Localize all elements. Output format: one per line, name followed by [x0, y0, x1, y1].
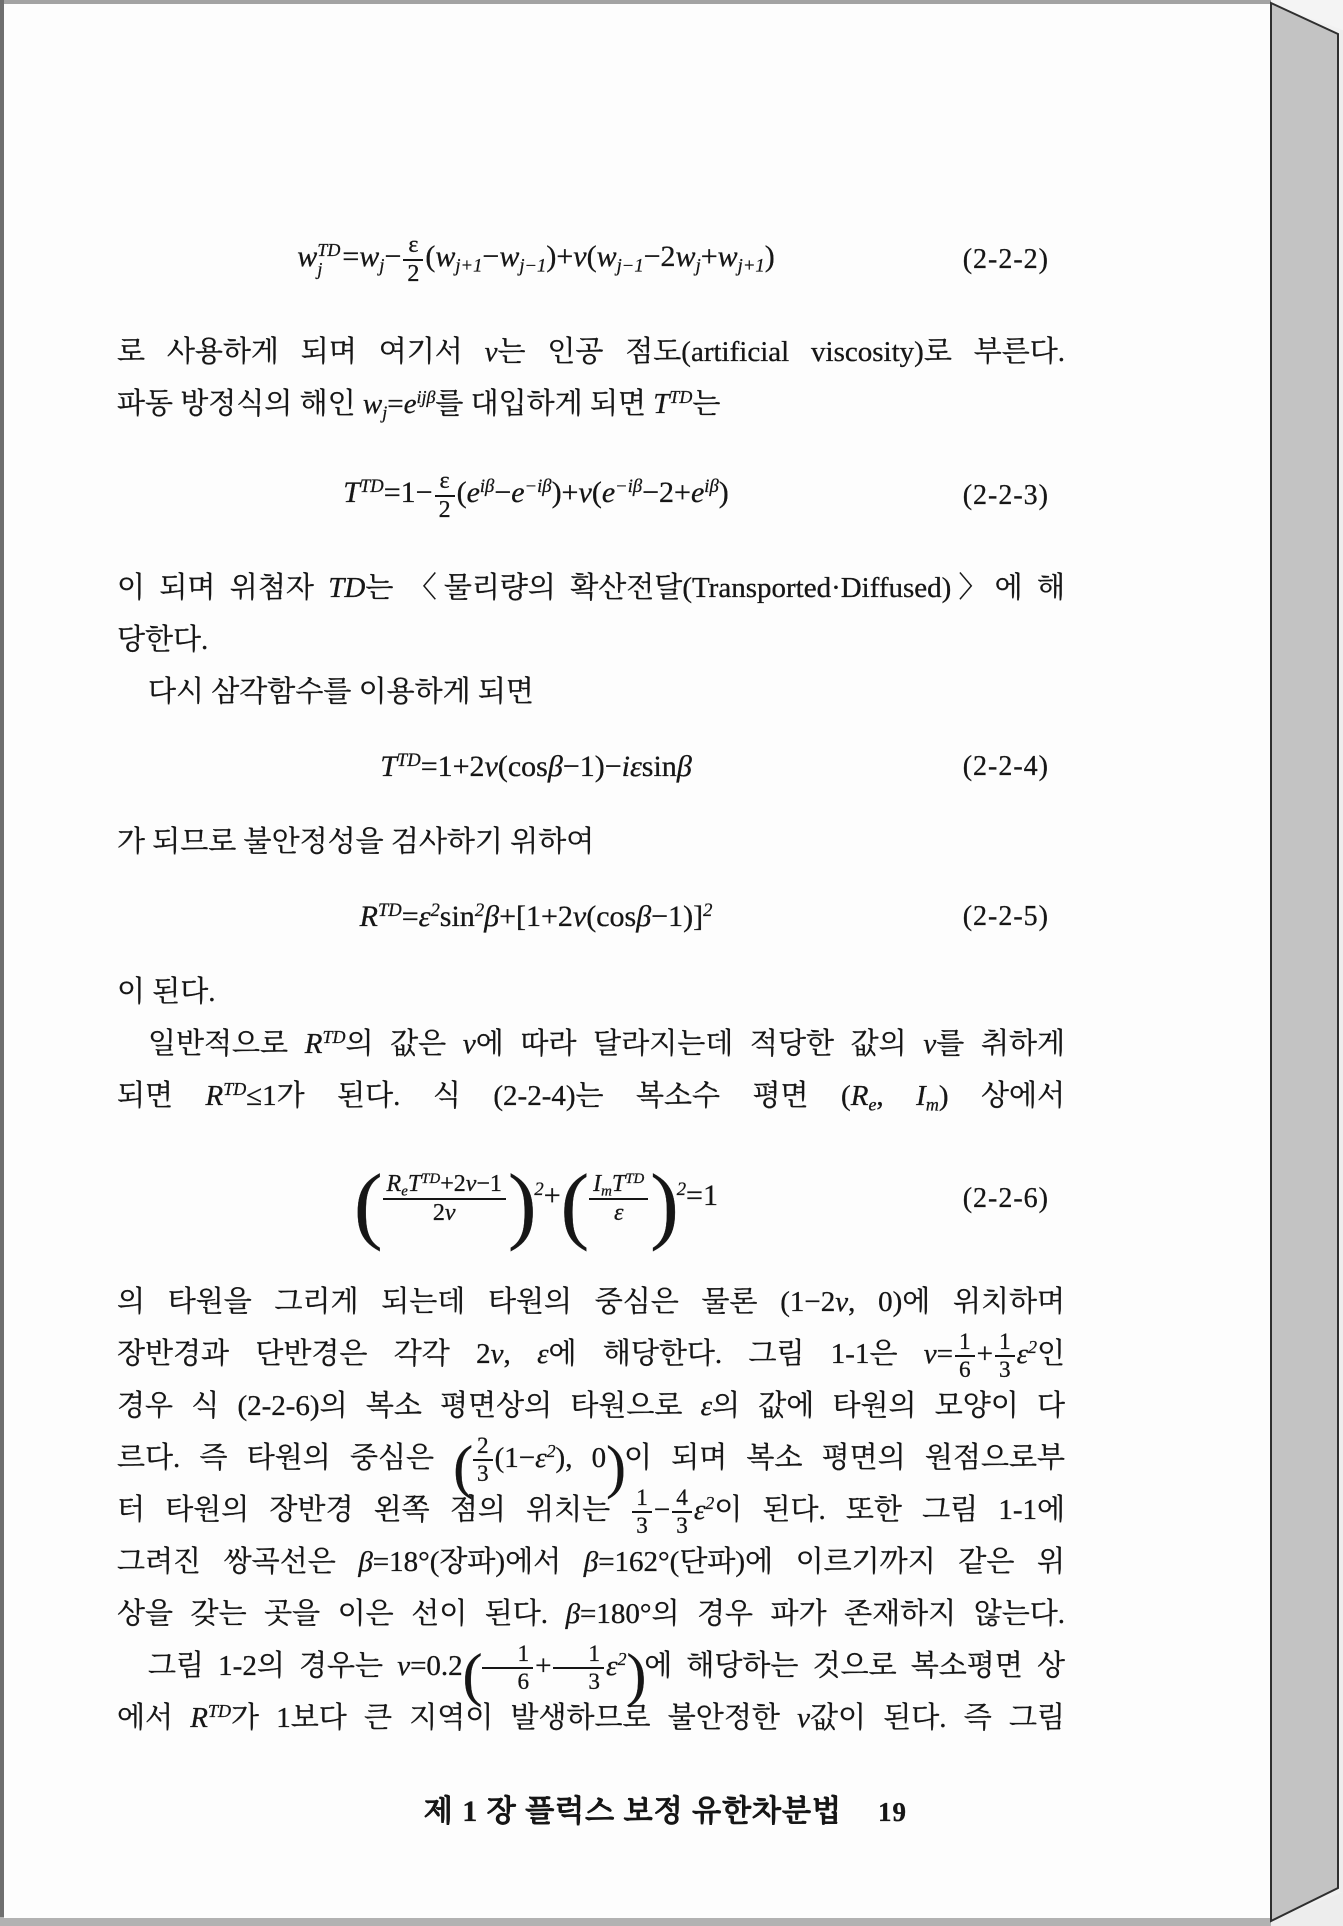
text-line: 당한다. — [117, 624, 209, 656]
text-and-equations — [117, 218, 1065, 1744]
text-line: 되면 $R^{TD}\le 1$가 된다. 식 (2-2-4)는 복소수 평면 ($R_e$, $I_m$) 상에서 — [117, 1079, 1065, 1115]
text-line: 경우 식 (2-2-6)의 복소 평면상의 타원으로 ε의 값에 타원의 모양이 다 — [117, 1390, 1066, 1422]
text-line: 터 타원의 장반경 왼쪽 점의 위치는 $\frac{1}{3}$ − $\frac{4}{3}$ $\varepsilon^2$이 된다. 또한 그림 1-1에 — [117, 1485, 1065, 1540]
text-line: 의 타원을 그리게 되는데 타원의 중심은 물론 (1−2ν, 0)에 위치하며 — [117, 1286, 1066, 1318]
page-body — [117, 194, 1065, 1830]
equation-body: $T^{TD}=1-$ $\frac{\varepsilon}{2}$ $(e^{i\beta}-e^{-i\beta})+\nu(e^{-i\beta}-2+e^{i\beta})$ — [343, 468, 729, 523]
text-line: 이 되며 위첨자 TD는 〈물리량의 확산전달(Transported·Diffused)〉에 해 — [117, 572, 1066, 604]
text-line: 로 사용하게 되며 여기서 ν는 인공 점도(artificial viscosity)로 부른다. — [117, 336, 1065, 368]
equation-number: (2-2-5) — [962, 901, 1049, 932]
text-line: 그림 1-2의 경우는 ν=0.2( $\frac{1}{6}$ + $\frac{1}{3}$ $\varepsilon^2$)에 해당하는 것으로 복소평면 상 — [148, 1641, 1065, 1708]
footer-page-number: 19 — [878, 1797, 907, 1827]
equation-number: (2-2-2) — [962, 244, 1049, 275]
text-line: 이 된다. — [117, 976, 216, 1008]
text-line: 가 되므로 불안정성을 검사하기 위하여 — [117, 826, 595, 858]
text-line: 르다. 즉 타원의 중심은 ( $\frac{2}{3}$ $(1-\varepsilon^2)$, 0)이 되며 복소 평면의 원점으로부 — [117, 1433, 1065, 1500]
text-line: 그려진 쌍곡선은 β=18°(장파)에서 β=162°(단파)에 이르기까지 같은 위 — [117, 1546, 1065, 1578]
equation-number: (2-2-4) — [962, 751, 1049, 782]
equation — [117, 742, 1065, 792]
equation — [117, 1146, 1065, 1252]
footer-chapter-title: 제 1 장 플럭스 보정 유한차분법 — [423, 1795, 842, 1828]
equation-body: $R^{TD}=\varepsilon^2\sin^2\beta+[1+2\nu(\cos\beta-1)]^2$ — [359, 899, 713, 933]
equation-number: (2-2-3) — [962, 480, 1049, 511]
text-line: 파동 방정식의 해인 $w_j=e^{ij\beta}$를 대입하게 되면 $T^{TD}$는 — [117, 387, 721, 423]
text-line: 상을 갖는 곳을 이은 선이 된다. β=180°의 경우 파가 존재하지 않는다. — [117, 1598, 1066, 1630]
footer — [117, 1786, 1065, 1830]
text-line: 에서 $R^{TD}$가 1보다 큰 지역이 발생하므로 불안정한 ν값이 된다. 즉 그림 — [117, 1701, 1065, 1734]
bottom-border — [0, 1917, 1343, 1926]
equation-body: w TD j $=w_j-$ $\frac{\varepsilon}{2}$ $(w_{j+1}-w_{j-1})+\nu(w_{j-1}-2w_j+w_{j+1})$ — [297, 232, 775, 287]
equation-number: (2-2-6) — [962, 1183, 1049, 1214]
text-line: 일반적으로 $R^{TD}$의 값은 ν에 따라 달라지는데 적당한 값의 ν를 취하게 — [148, 1027, 1066, 1060]
left-border — [0, 0, 4, 1926]
text-line: 다시 삼각함수를 이용하게 되면 — [148, 676, 534, 708]
equation — [117, 892, 1065, 942]
equation-body: ( $R_eT^{TD}+2\nu-1$ 2ν )$^2$+( $I_mT^{TD}$ ε )$^2$=1 — [354, 1158, 718, 1253]
text-line: 장반경과 단반경은 각각 2ν, ε에 해당한다. 그림 1-1은 ν= $\frac{1}{6}$ + $\frac{1}{3}$ $\varepsilon^2$인 — [117, 1329, 1066, 1384]
equation — [117, 454, 1065, 538]
equation — [117, 218, 1065, 302]
equation-body: $T^{TD}=1+2\nu(\cos\beta-1)-i\varepsilon\sin\beta$ — [380, 749, 692, 783]
page-stack-edge — [1271, 3, 1338, 1921]
